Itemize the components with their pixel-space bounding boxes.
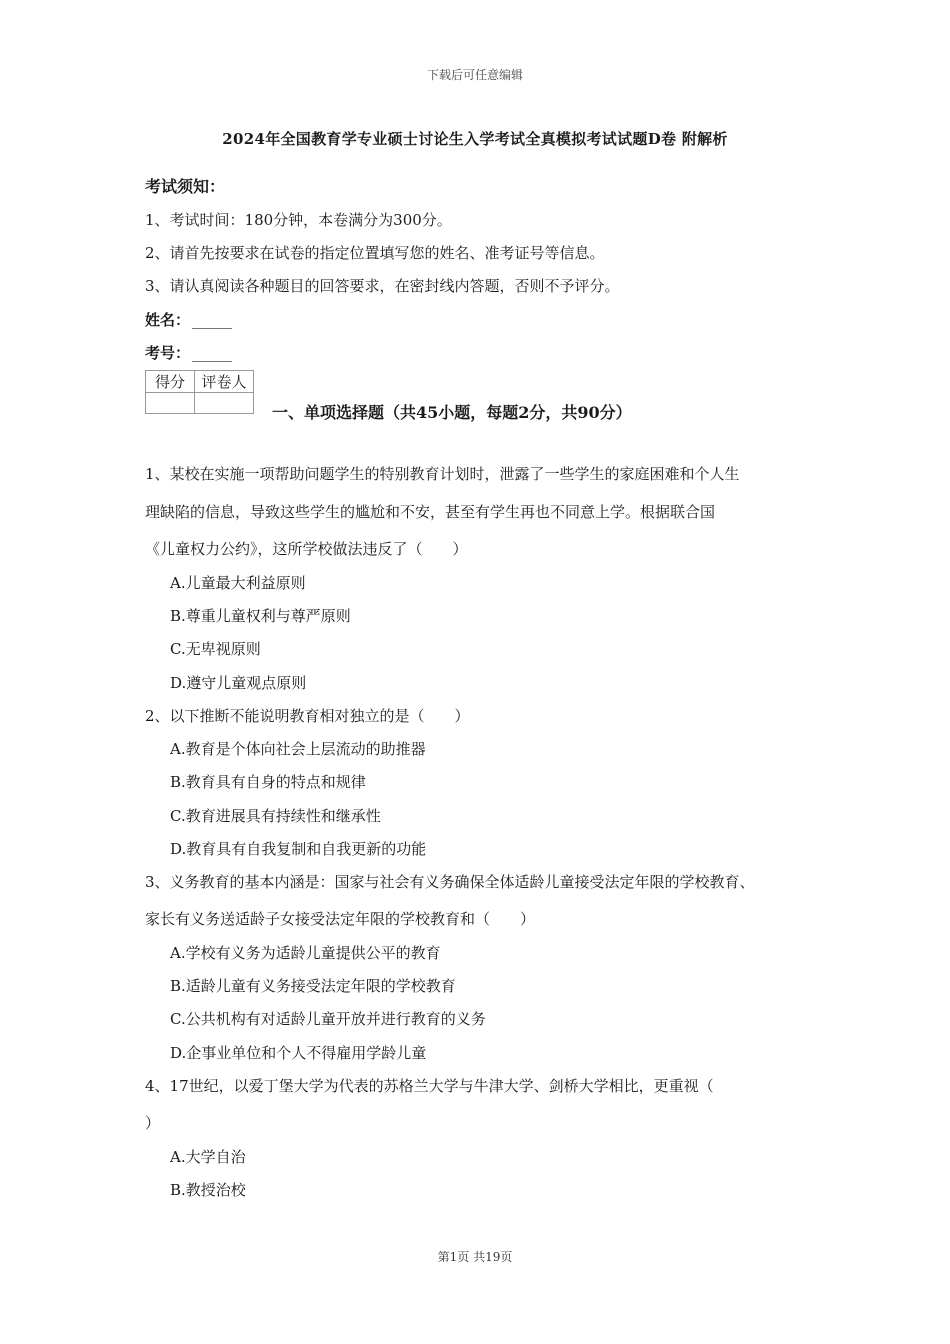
page-footer: 第1页 共19页 [437,1250,513,1264]
question-line: 1、某校在实施一项帮助问题学生的特别教育计划时，泄露了一些学生的家庭困难和个人生 [145,465,740,483]
notice-heading: 考试须知： [145,177,226,196]
question-line: 2、以下推断不能说明教育相对独立的是（ ） [145,707,470,725]
question-line: 4、17世纪，以爱丁堡大学为代表的苏格兰大学与牛津大学、剑桥大学相比，更重视（ [145,1077,714,1095]
option: C.无卑视原则 [170,640,261,658]
option: B.教育具有自身的特点和规律 [170,773,366,791]
option: A.教育是个体向社会上层流动的助推器 [170,740,426,758]
option: A.大学自治 [170,1148,246,1166]
option: A.儿童最大利益原则 [170,574,306,592]
option: C.教育进展具有持续性和继承性 [170,807,381,825]
notice-item: 3、请认真阅读各种题目的回答要求，在密封线内答题，否则不予评分。 [145,277,620,295]
id-blank[interactable]: ______ [192,344,232,362]
option: C.公共机构有对适龄儿童开放并进行教育的义务 [170,1010,486,1028]
header-note: 下载后可任意编辑 [426,68,523,82]
name-field [145,309,231,330]
option: B.尊重儿童权利与尊严原则 [170,607,351,625]
grader-cell[interactable] [195,393,254,414]
question-line: 《儿童权力公约》，这所学校做法违反了（ ） [145,540,468,558]
question-line: 理缺陷的信息，导致这些学生的尴尬和不安，甚至有学生再也不同意上学。根据联合国 [145,503,716,521]
question-line: ） [145,1114,161,1132]
option: A.学校有义务为适龄儿童提供公平的教育 [170,944,441,962]
notice-item: 2、请首先按要求在试卷的指定位置填写您的姓名、准考证号等信息。 [145,244,605,262]
name-blank[interactable]: ______ [192,311,232,329]
section-title: 一、单项选择题（共45小题，每题2分，共90分） [272,403,632,422]
id-field [145,342,231,363]
id-label: 考号： [145,344,191,362]
question-line: 3、义务教育的基本内涵是：国家与社会有义务确保全体适龄儿童接受法定年限的学校教育、 [145,873,755,891]
question-line: 家长有义务送适龄子女接受法定年限的学校教育和（ ） [145,910,536,928]
option: D.企事业单位和个人不得雇用学龄儿童 [170,1044,427,1062]
score-header: 得分 [146,371,195,393]
notice-item: 1、考试时间：180分钟，本卷满分为300分。 [145,211,452,229]
score-cell[interactable] [146,393,195,414]
option: B.适龄儿童有义务接受法定年限的学校教育 [170,977,456,995]
option: B.教授治校 [170,1181,246,1199]
document-title: 2024年全国教育学专业硕士讨论生入学考试全真模拟考试试题D卷 附解析 [222,130,728,148]
grader-header: 评卷人 [195,371,254,393]
score-table [145,370,254,414]
option: D.遵守儿童观点原则 [170,674,307,692]
option: D.教育具有自我复制和自我更新的功能 [170,840,427,858]
name-label: 姓名： [145,311,191,329]
